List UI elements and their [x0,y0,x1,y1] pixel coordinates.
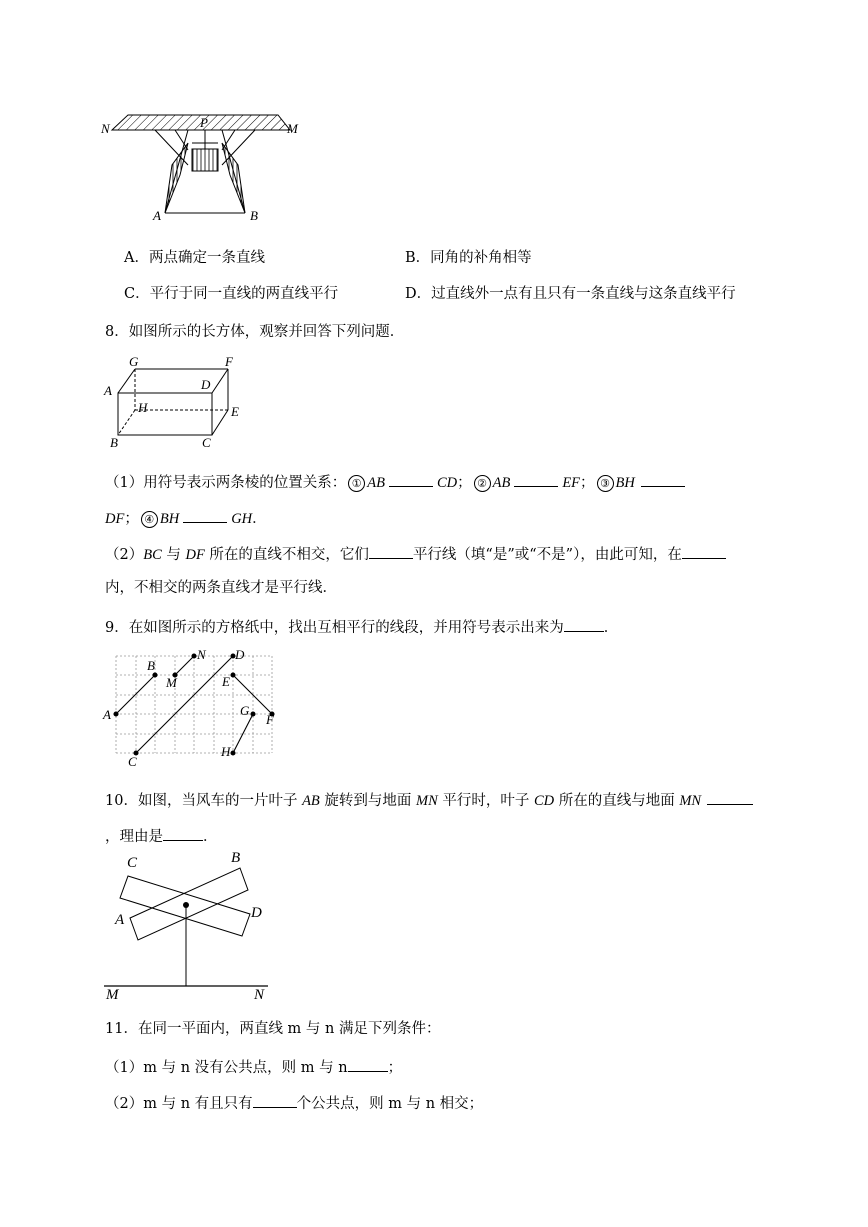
q10-stem-line2 [105,824,218,847]
separator: ； [124,511,139,527]
q10-text: 10．如图，当风车的一片叶子 [105,793,303,809]
label-M: M [106,987,119,1003]
ground-mn: MN [416,793,438,809]
period: ． [252,511,267,527]
option-a: A．两点确定一条直线 [124,250,265,266]
q8-part2-text: 所在的直线不相交，它们 [204,547,369,563]
label-C: C [202,435,211,450]
q8-stem: 8．如图所示的长方体，观察并回答下列问题． [105,324,405,340]
answer-blank[interactable] [389,470,433,487]
label-B: B [231,850,241,866]
answer-blank[interactable] [682,542,726,559]
label-P: P [200,115,208,130]
answer-blank[interactable] [163,824,203,841]
option-d: D．过直线外一点有且只有一条直线与这条直线平行 [405,286,736,302]
q9-figure [100,648,285,770]
q7-figure [100,105,310,225]
label-D: D [251,905,262,921]
grid-diagram [100,648,285,770]
q10-stem-line1 [105,788,753,811]
answer-blank[interactable] [641,470,685,487]
q11-text: （2）m 与 n 有且只有 [105,1096,253,1112]
q8-part1-prefix: （1）用符号表示两条棱的位置关系： [105,475,347,491]
separator: ； [457,475,472,491]
period: ． [603,620,619,636]
label-A: A [153,208,161,223]
q11-stem: 11．在同一平面内，两直线 m 与 n 满足下列条件： [105,1021,441,1037]
connector: 与 [161,547,186,563]
circled-1: ① [348,475,365,492]
q8-part2-line2: 内，不相交的两条直线才是平行线． [105,580,337,596]
line-bc: BC [143,547,162,563]
label-B: B [110,435,118,450]
part-label: （2） [105,547,144,563]
windmill-diagram [100,848,280,1008]
q11-text: （1）m 与 n 没有公共点，则 m 与 n [105,1060,348,1076]
q8-figure [100,355,250,455]
label-F: F [225,354,233,369]
label-A: A [103,707,111,722]
q9-stem-text: 9．在如图所示的方格纸中，找出互相平行的线段，并用符号表示出来为 [105,620,564,636]
answer-blank[interactable] [707,788,753,805]
separator: ； [387,1060,403,1076]
circled-3: ③ [597,475,614,492]
leaf-ab: AB [302,793,320,809]
leaf-cd: CD [533,793,555,809]
label-M: M [166,675,177,690]
q8-part1-line2 [105,506,267,529]
separator: ； [580,475,595,491]
label-A: A [115,912,125,928]
circled-4: ④ [141,511,158,528]
q10-text: ，理由是 [105,829,163,845]
q8-part2-line1 [105,542,726,565]
edge-gh: GH [231,511,253,527]
q8-part1-line1 [105,470,685,493]
edge-ef: EF [562,475,581,491]
label-E: E [231,404,239,419]
label-N: N [254,987,265,1003]
label-F: F [266,712,274,727]
cuboid-diagram [100,355,250,455]
edge-ab: AB [367,475,385,491]
label-B: B [147,658,155,673]
label-B: B [250,208,258,223]
q10-text: 所在的直线与地面 [554,793,680,809]
label-C: C [128,754,137,769]
label-C: C [127,855,138,871]
label-G: G [240,703,250,718]
q10-figure [100,848,280,1008]
edge-cd: CD [436,475,458,491]
ground-mn: MN [679,793,702,809]
q9-stem [105,615,618,638]
answer-blank[interactable] [183,506,227,523]
edge-bh: BH [159,511,180,527]
label-N: N [101,121,110,136]
q10-text: 平行时，叶子 [437,793,534,809]
label-H: H [138,400,148,415]
label-N: N [197,647,206,662]
label-D: D [235,647,245,662]
answer-blank[interactable] [369,542,413,559]
edge-df: DF [105,511,125,527]
edge-ab: AB [492,475,511,491]
q11-part1 [105,1055,402,1078]
label-H: H [221,744,231,759]
answer-blank[interactable] [348,1055,388,1072]
q11-text: 个公共点，则 m 与 n 相交； [296,1096,484,1112]
answer-blank[interactable] [514,470,558,487]
edge-bh: BH [615,475,635,491]
label-A: A [104,383,112,398]
label-M: M [287,121,298,136]
answer-blank[interactable] [564,615,604,632]
label-G: G [129,354,139,369]
q8-part2-text: 平行线（填“是”或“不是”），由此可知，在 [412,547,682,563]
period: ． [203,829,218,845]
answer-blank[interactable] [253,1091,297,1108]
label-E: E [222,674,230,689]
option-c: C．平行于同一直线的两直线平行 [124,286,339,302]
line-df: DF [185,547,205,563]
label-D: D [201,377,211,392]
circled-2: ② [474,475,491,492]
q10-text: 旋转到与地面 [319,793,416,809]
option-b: B．同角的补角相等 [405,250,532,266]
q11-part2 [105,1091,483,1114]
